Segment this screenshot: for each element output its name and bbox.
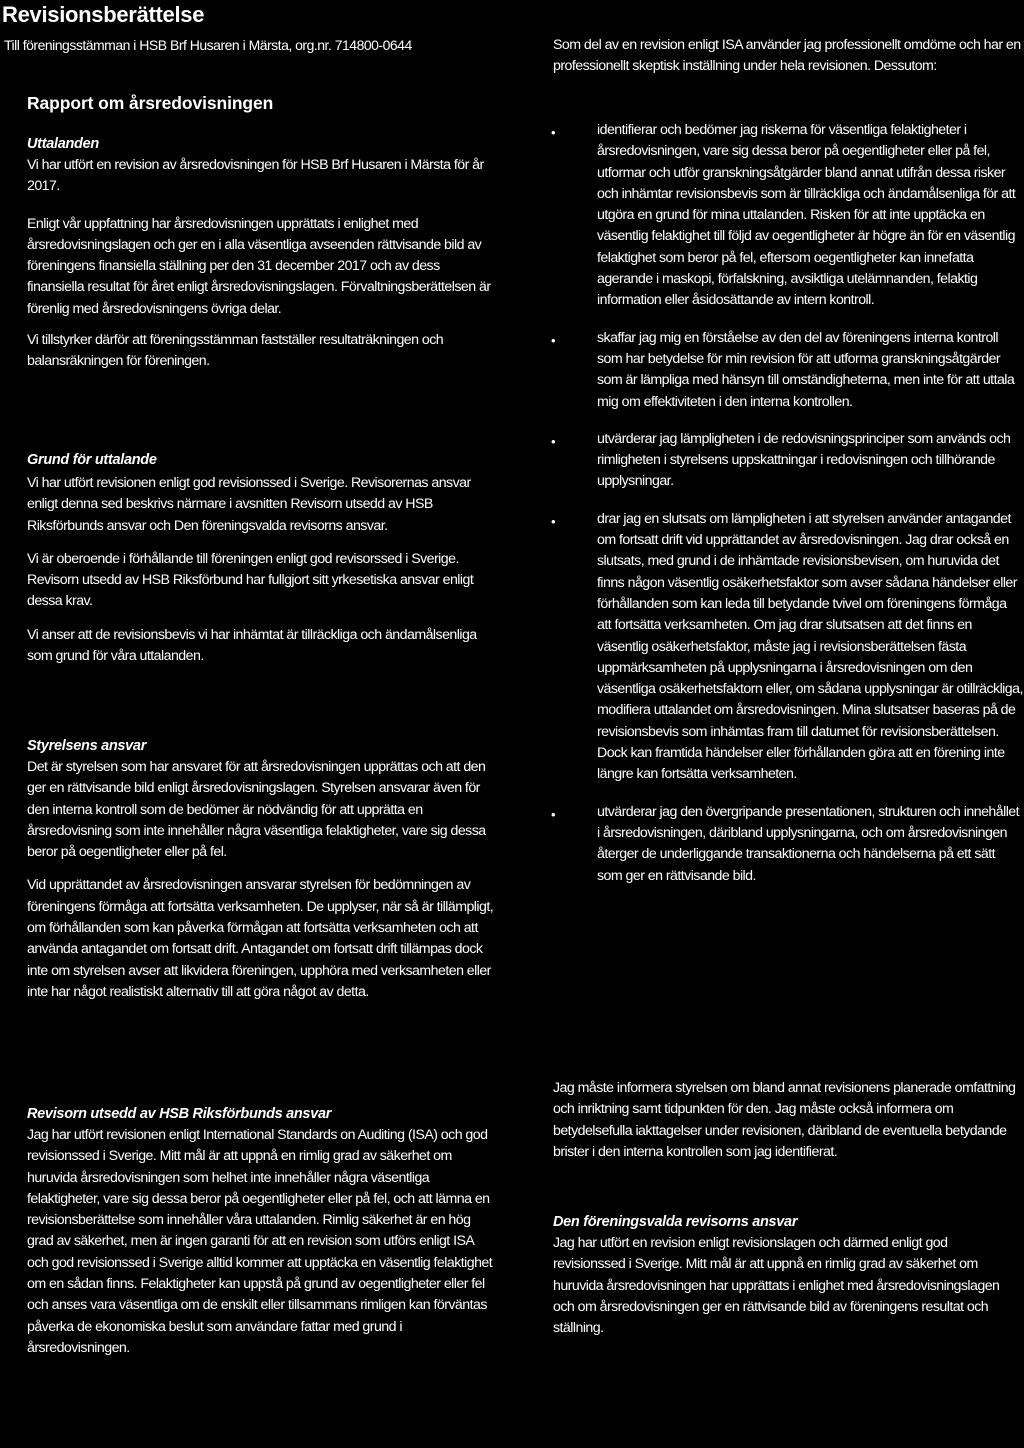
- section-heading: Den föreningsvalda revisorns ansvar: [553, 1214, 798, 1230]
- section-isa-intro: [553, 35, 1023, 78]
- paragraph: Vi är oberoende i förhållande till föreningen enligt god revisorssed i Sverige. Revisorn utsedd av HSB Riksförbund har fullgjort sitt yrkesetiska ansvar enligt dessa krav.: [27, 550, 474, 610]
- list-item: [553, 802, 1023, 887]
- list-item: [553, 328, 1023, 413]
- paragraph: Vi tillstyrker därför att föreningsstämman fastställer resultaträkningen och balansräkningen för föreningen.: [27, 332, 444, 370]
- list-item-text: identifierar och bedömer jag riskerna för väsentliga felaktigheter i årsredovisningen, vare sig dessa beror på oegentligheter eller på fel, utformar och utför granskningsåtgärder bland annat utifrån dessa risker och inhämtar revisionsbevis som är tillräckliga och ändamålsenliga för att utgöra en grund för mina uttalanden. Risken för att inte upptäcka en väsentlig felaktighet till följd av oegentligheter är högre än för en väsentlig felaktighet som beror på fel, eftersom oegentligheter kan innefatta agerande i maskopi, förfalskning, avsiktliga utelämnanden, felaktig information eller åsidosättande av intern kontroll.: [597, 122, 1016, 309]
- page-subtitle: Till föreningsstämman i HSB Brf Husaren i Märsta, org.nr. 714800-0644: [4, 37, 412, 53]
- bullet-icon: •: [551, 433, 556, 449]
- bullet-list: [553, 120, 1023, 887]
- section-heading: Grund för uttalande: [27, 452, 157, 468]
- section-heading: Revisorn utsedd av HSB Riksförbunds ansvar: [27, 1106, 332, 1122]
- section-styrelsen: [27, 738, 497, 1003]
- section-revisorn: [27, 1106, 497, 1359]
- list-item: [553, 120, 1023, 312]
- section-foreningsvalda: [553, 1214, 1023, 1339]
- section-heading: Uttalanden: [27, 136, 99, 152]
- section-bullets: [553, 120, 1023, 887]
- section-uttalanden: [27, 136, 497, 373]
- paragraph: Jag har utfört revisionen enligt International Standards on Auditing (ISA) och god revisionssed i Sverige. Mitt mål är att uppnå en rimlig grad av säkerhet om huruvida årsredovisningen som helhet inte innehåller några väsentliga felaktigheter, vare sig dessa beror på oegentligheter eller på fel, och att lämna en revisionsberättelse som innehåller våra uttalanden. Rimlig säkerhet är en hög grad av säkerhet, men är ingen garanti för att en revision som utförs enligt ISA och god revisionssed i Sverige alltid kommer att upptäcka en väsentlig felaktighet om en sådan finns. Felaktigheter kan uppstå på grund av oegentligheter eller fel och anses vara väsentliga om de enskilt eller tillsammans rimligen kan förväntas påverka de ekonomiska beslut som användare fattar med grund i årsredovisningen.: [27, 1127, 493, 1356]
- paragraph: Vi har utfört en revision av årsredovisningen för HSB Brf Husaren i Märsta för år 2017.: [27, 157, 484, 195]
- paragraph: Vi har utfört revisionen enligt god revisionssed i Sverige. Revisorernas ansvar enligt denna sed beskrivs närmare i avsnitten Revisorn utsedd av HSB Riksförbunds ansvar och Den föreningsvalda revisorns ansvar.: [27, 475, 471, 534]
- list-item: [553, 429, 1023, 493]
- paragraph: Det är styrelsen som har ansvaret för att årsredovisningen upprättas och att den ger en rättvisande bild enligt årsredovisningslagen. Styrelsen ansvarar även för den interna kontroll som de bedömer är nödvändig för att upprätta en årsredovisning som inte innehåller några väsentliga felaktigheter, vare sig dessa beror på oegentligheter eller på fel.: [27, 759, 486, 861]
- paragraph: Jag har utfört en revision enligt revisionslagen och därmed enligt god revisionssed i Sverige. Mitt mål är att uppnå en rimlig grad av säkerhet om huruvida årsredovisningen har upprättats i enlighet med årsredovisningslagen och om årsredovisningen ger en rättvisande bild av föreningens resultat och ställning.: [553, 1235, 1000, 1337]
- list-item: [553, 509, 1023, 786]
- section-grund: [27, 452, 497, 667]
- section-heading: Styrelsens ansvar: [27, 738, 147, 754]
- report-heading: Rapport om årsredovisningen: [27, 93, 274, 113]
- list-item-text: drar jag en slutsats om lämpligheten i att styrelsen använder antagandet om fortsatt drift vid upprättandet av årsredovisningen. Jag drar också en slutsats, med grund i de inhämtade revisionsbevisen, om huruvida det finns någon väsentlig osäkerhetsfaktor som avser sådana händelser eller förhållanden som kan leda till betydande tvivel om föreningens förmåga att fortsätta verksamheten. Om jag drar slutsatsen att det finns en väsentlig osäkerhetsfaktor, måste jag i revisionsberättelsen fästa uppmärksamheten på upplysningarna i årsredovisningen om den väsentliga osäkerhetsfaktorn eller, om sådana upplysningar är otillräckliga, modifiera uttalandet om årsredovisningen. Mina slutsatser baseras på de revisionsbevis som inhämtas fram till datumet för revisionsberättelsen. Dock kan framtida händelser eller förhållanden göra att en förening inte längre kan fortsätta verksamheten.: [597, 510, 1023, 783]
- paragraph: Som del av en revision enligt ISA använder jag professionellt omdöme och har en professionellt skeptisk inställning under hela revisionen. Dessutom:: [553, 37, 1021, 75]
- paragraph: Enligt vår uppfattning har årsredovisningen upprättats i enlighet med årsredovisningslagen och ger en i alla väsentliga avseenden rättvisande bild av föreningens finansiella ställning per den 31 december 2017 och av dess finansiella resultat för året enligt årsredovisningslagen. Förvaltningsberättelsen är förenlig med årsredovisningens övriga delar.: [27, 215, 491, 317]
- list-item-text: skaffar jag mig en förståelse av den del av föreningens interna kontroll som har betydelse för min revision för att utforma granskningsåtgärder som är lämpliga med hänsyn till omständigheterna, men inte för att uttala mig om effektiviteten i den interna kontrollen.: [597, 329, 1015, 410]
- paragraph: Jag måste informera styrelsen om bland annat revisionens planerade omfattning och inriktning samt tidpunkten för den. Jag måste också informera om betydelsefulla iakttagelser under revisionen, däribland de eventuella betydande brister i den interna kontrollen som jag identifierat.: [553, 1080, 1016, 1160]
- bullet-icon: •: [551, 332, 556, 348]
- paragraph: Vid upprättandet av årsredovisningen ansvarar styrelsen för bedömningen av föreningens förmåga att fortsätta verksamheten. De upplyser, när så är tillämpligt, om förhållanden som kan påverka förmågan att fortsätta verksamheten och att använda antagandet om fortsatt drift. Antagandet om fortsatt drift tillämpas dock inte om styrelsen avser att likvidera föreningen, upphöra med verksamheten eller inte har något realistiskt alternativ till att göra något av detta.: [27, 877, 494, 1000]
- bullet-icon: •: [551, 806, 556, 822]
- bullet-icon: •: [551, 125, 556, 140]
- section-closing: [553, 1078, 1023, 1163]
- paragraph: Vi anser att de revisionsbevis vi har inhämtat är tillräckliga och ändamålsenliga som grund för våra uttalanden.: [27, 626, 477, 665]
- list-item-text: utvärderar jag den övergripande presentationen, strukturen och innehållet i årsredovisningen, däribland upplysningarna, och om årsredovisningen återger de underliggande transaktionerna och händelserna på ett sätt som ger en rättvisande bild.: [597, 803, 1020, 884]
- page-title: Revisionsberättelse: [2, 2, 205, 27]
- bullet-icon: •: [551, 513, 556, 529]
- list-item-text: utvärderar jag lämpligheten i de redovisningsprinciper som används och rimligheten i styrelsens uppskattningar i redovisningen och tillhörande upplysningar.: [597, 430, 1011, 490]
